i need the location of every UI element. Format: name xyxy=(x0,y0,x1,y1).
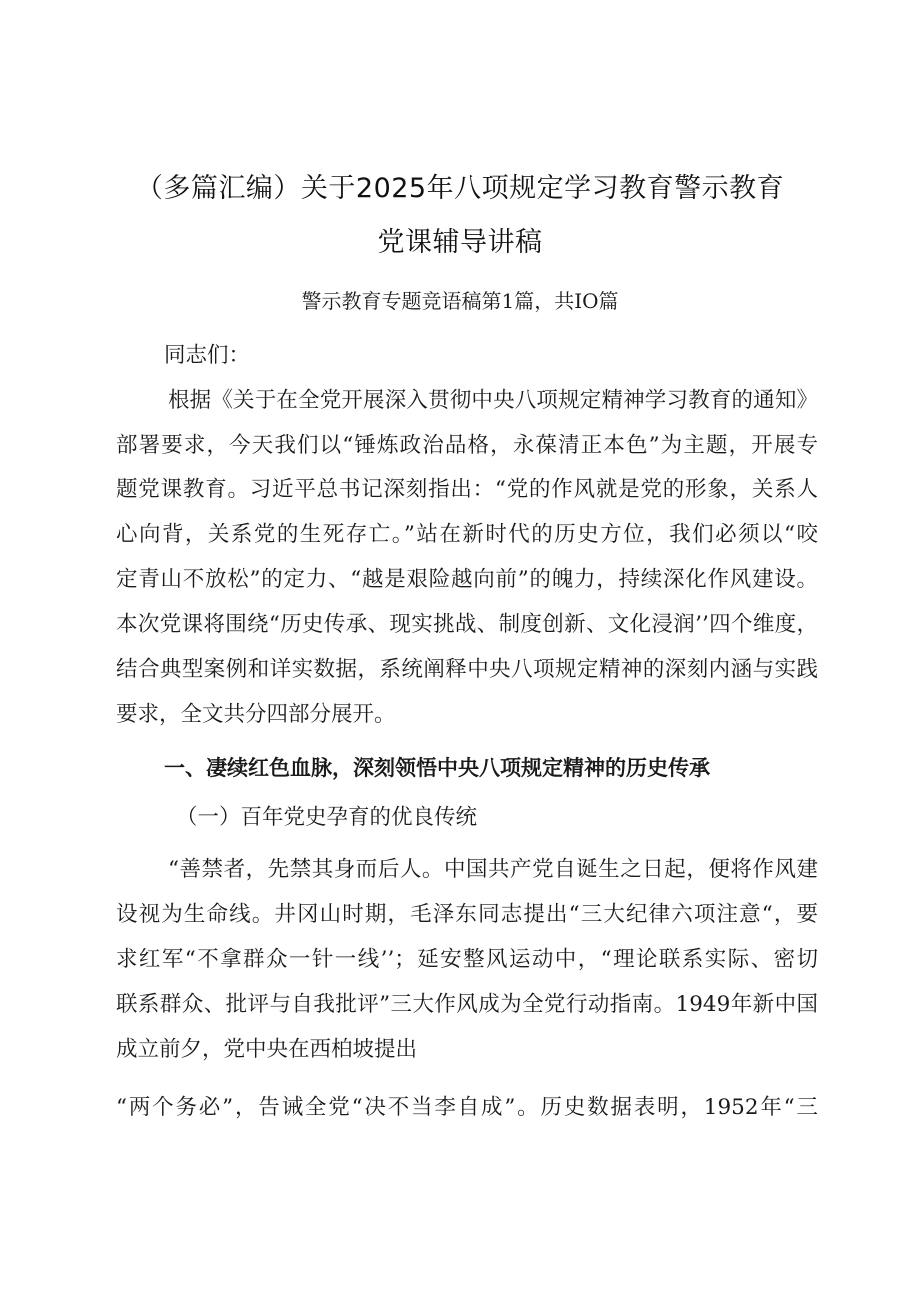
paragraph-line: 联系群众、批评与自我批评”三大作风成为全党行动指南。1949年新中国 xyxy=(116,992,818,1017)
paragraph-line: “两个务必”，告诫全党“决不当李自成”。历史数据表明，1952年“三 xyxy=(116,1095,818,1120)
paragraph-line: 定青山不放松”的定力、“越是艰险越向前”的魄力，持续深化作风建设。 xyxy=(116,567,818,592)
paragraph-line: 本次党课将围绕“历史传承、现实挑战、制度创新、文化浸润’’四个维度， xyxy=(116,612,818,637)
paragraph-line: 题党课教育。习近平总书记深刻指出：“党的作风就是党的形象，关系人 xyxy=(116,477,818,502)
paragraph-line: 成立前夕，党中央在西柏坡提出 xyxy=(116,1037,418,1062)
salutation: 同志们： xyxy=(164,343,251,368)
section-heading: 一、凄续红色血脉，深刻领悟中央八项规定精神的历史传承 xyxy=(164,756,710,780)
document-subtitle: 警示教育专题竞语稿第1篇，共IO篇 xyxy=(301,289,619,313)
paragraph-line: 要求，全文共分四部分展开。 xyxy=(116,702,396,727)
paragraph-line: “善禁者，先禁其身而后人。中国共产党自诞生之日起，便将作风建 xyxy=(168,857,818,882)
paragraph-line: 设视为生命线。井冈山时期，毛泽东同志提出“三大纪律六项注意“，要 xyxy=(116,902,818,927)
paragraph-line: 求红军“不拿群众一针一线’’；延安整风运动中，“理论联系实际、密切 xyxy=(116,947,818,972)
document-title-line-2: 党课辅导讲稿 xyxy=(377,227,543,258)
section-subheading: （一）百年党史孕育的优良传统 xyxy=(176,805,478,830)
paragraph-line: 部署要求，今天我们以“锤炼政治品格，永葆清正本色”为主题，开展专 xyxy=(116,433,818,458)
document-title-line-1: （多篇汇编）关于2025年八项规定学习教育警示教育 xyxy=(135,173,785,204)
paragraph-line: 心向背，关系党的生死存亡。”站在新时代的历史方位，我们必须以“咬 xyxy=(116,522,818,547)
paragraph-line: 根据《关于在全党开展深入贯彻中央八项规定精神学习教育的通知》 xyxy=(168,388,818,413)
paragraph-line: 结合典型案例和详实数据，系统阐释中央八项规定精神的深刻内涵与实践 xyxy=(116,657,818,682)
